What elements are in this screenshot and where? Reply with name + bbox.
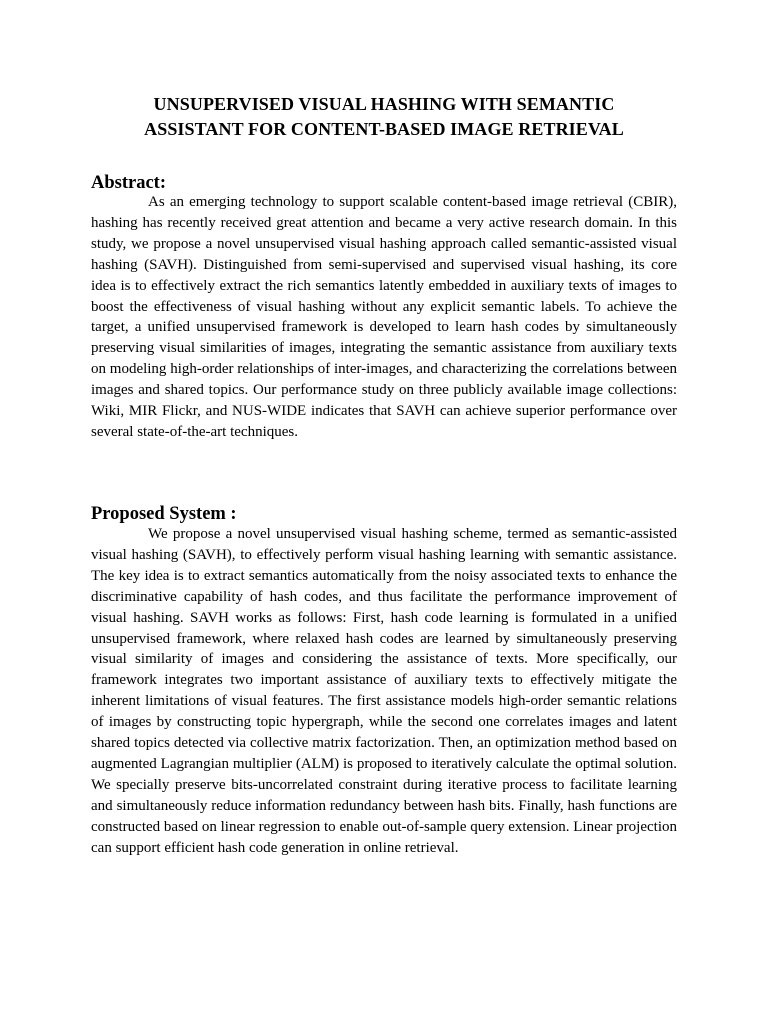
title-line-1: UNSUPERVISED VISUAL HASHING WITH SEMANTIC: [153, 94, 615, 114]
document-title: [0, 92, 768, 142]
title-line-2: ASSISTANT FOR CONTENT-BASED IMAGE RETRIEVAL: [144, 119, 624, 139]
abstract-paragraph: As an emerging technology to support scalable content-based image retrieval (CBIR), hashing has recently received great attention and became a very active research domain. In this study, we propose a novel unsupervised visual hashing approach called semantic-assisted visual hashing (SAVH). Distinguished from semi-supervised and supervised visual hashing, its core idea is to effectively extract the rich semantics latently embedded in auxiliary texts of images to boost the effectiveness of visual hashing without any explicit semantic labels. To achieve the target, a unified unsupervised framework is developed to learn hash codes by simultaneously preserving visual similarities of images, integrating the semantic assistance from auxiliary texts on modeling high-order relationships of inter-images, and characterizing the correlations between images and shared topics. Our performance study on three publicly available image collections: Wiki, MIR Flickr, and NUS-WIDE indicates that SAVH can achieve superior performance over several state-of-the-art techniques.: [91, 194, 677, 440]
proposed-system-paragraph: We propose a novel unsupervised visual hashing scheme, termed as semantic-assisted visual hashing (SAVH), to effectively perform visual hashing learning with semantic assistance. The key idea is to extract semantics automatically from the noisy associated texts to enhance the discriminative capability of hash codes, and thus facilitate the performance improvement of visual hashing. SAVH works as follows: First, hash code learning is formulated in a unified unsupervised framework, where relaxed hash codes are learned by simultaneously preserving visual similarity of images and considering the assistance of texts. More specifically, our framework integrates two important assistance of auxiliary texts to effectively mitigate the inherent limitations of visual features. The first assistance models high-order semantic relations of images by constructing topic hypergraph, while the second one correlates images and latent shared topics detected via collective matrix factorization. Then, an optimization method based on augmented Lagrangian multiplier (ALM) is proposed to iteratively calculate the optimal solution. We specially preserve bits-uncorrelated constraint during iterative process to facilitate learning and simultaneously reduce information redundancy between hash bits. Finally, hash functions are constructed based on linear regression to enable out-of-sample query extension. Linear projection can support efficient hash code generation in online retrieval.: [91, 526, 677, 856]
abstract-heading: Abstract:: [91, 173, 167, 193]
proposed-system-heading: Proposed System :: [91, 504, 237, 524]
